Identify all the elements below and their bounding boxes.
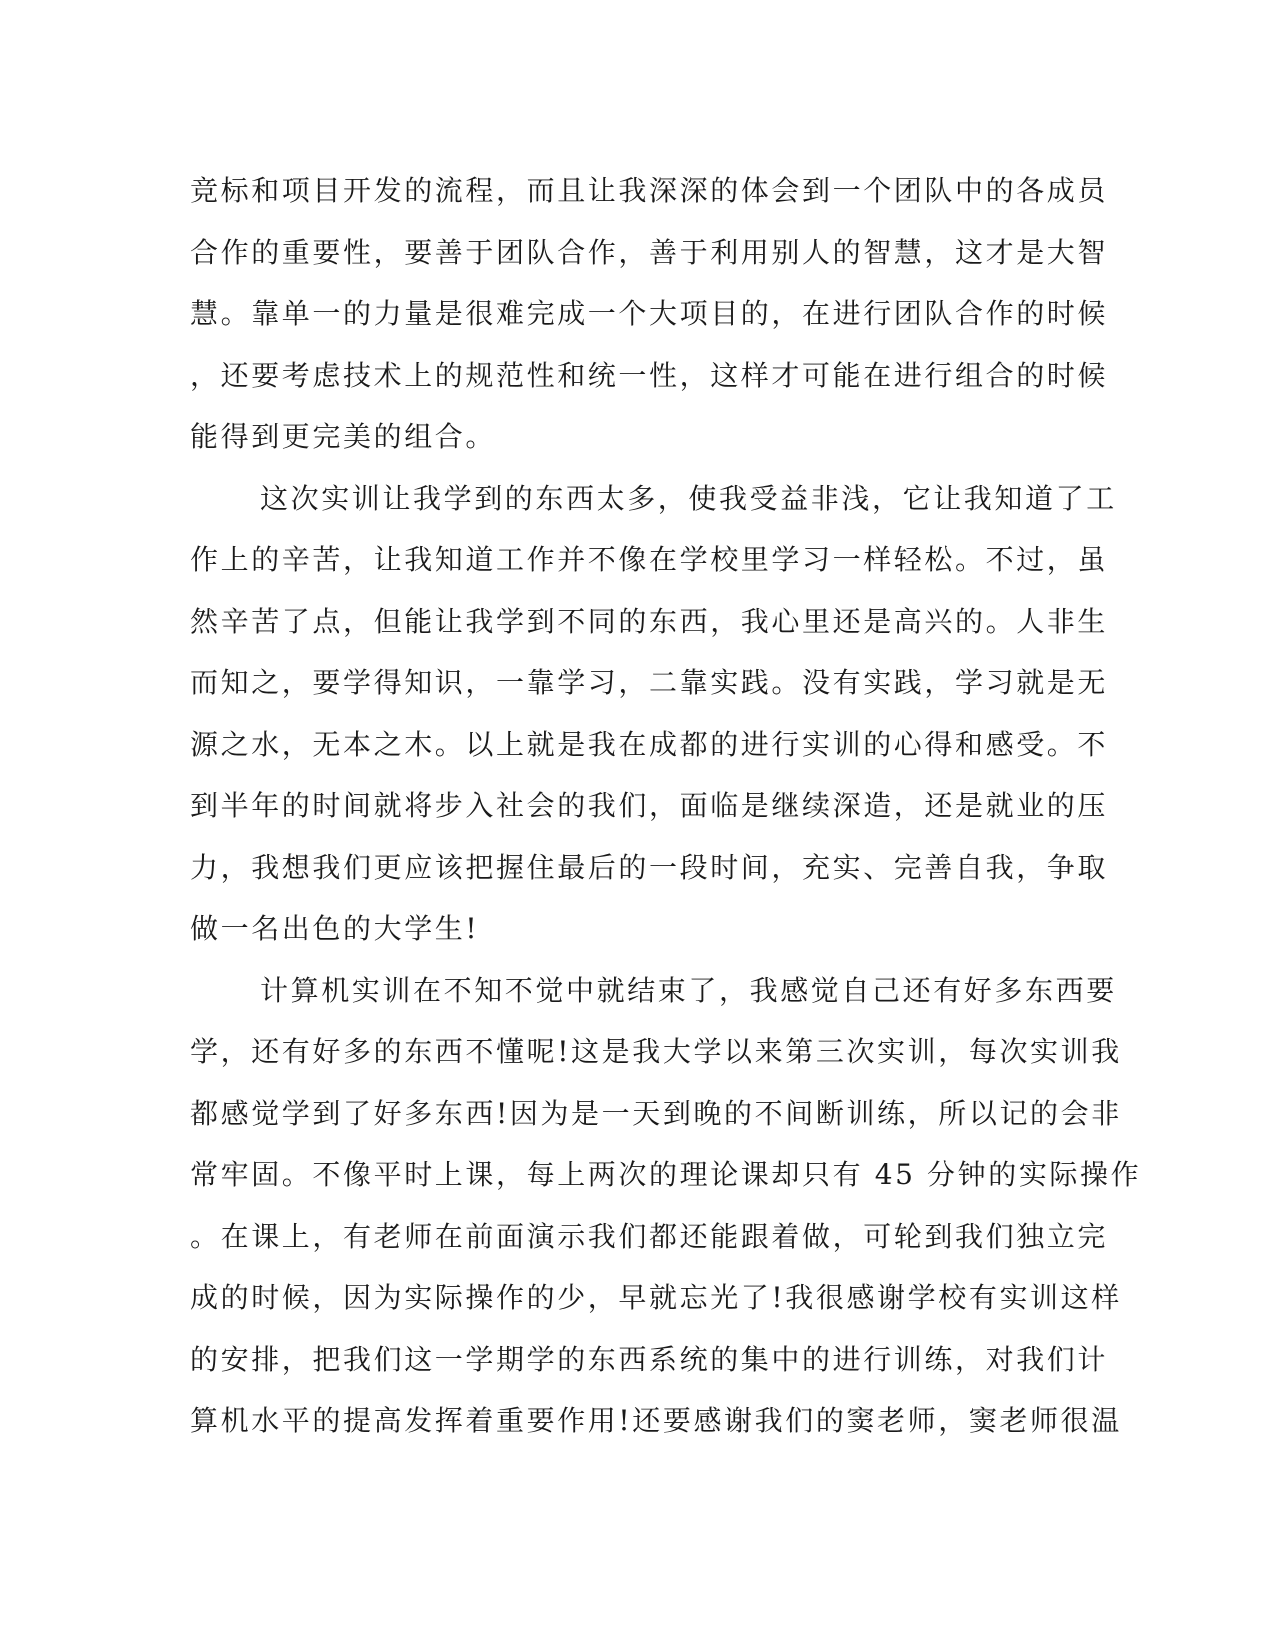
text-line: 竞标和项目开发的流程，而且让我深深的体会到一个团队中的各成员 <box>190 174 1109 207</box>
text-line: 合作的重要性，要善于团队合作，善于利用别人的智慧，这才是大智 <box>190 235 1109 269</box>
text-line: 都感觉学到了好多东西!因为是一天到晚的不间断训练，所以记的会非 <box>190 1096 1122 1130</box>
text-line: 到半年的时间就将步入社会的我们，面临是继续深造，还是就业的压 <box>190 789 1109 822</box>
text-line: 能得到更完美的组合。 <box>190 420 497 453</box>
text-line: 源之水，无本之木。以上就是我在成都的进行实训的心得和感受。不 <box>190 727 1109 761</box>
text-line: 算机水平的提高发挥着重要作用!还要感谢我们的窦老师，窦老师很温 <box>190 1404 1122 1437</box>
body-text <box>190 160 1142 1452</box>
text-line: ，还要考虑技术上的规范性和统一性，这样才可能在进行组合的时候 <box>190 358 1109 392</box>
text-line: 而知之，要学得知识，一靠学习，二靠实践。没有实践，学习就是无 <box>190 666 1109 699</box>
text-line: 做一名出色的大学生! <box>190 912 480 945</box>
text-line: 计算机实训在不知不觉中就结束了，我感觉自己还有好多东西要 <box>260 973 1117 1007</box>
text-line: 。在课上，有老师在前面演示我们都还能跟着做，可轮到我们独立完 <box>190 1219 1109 1253</box>
text-line: 作上的辛苦，让我知道工作并不像在学校里学习一样轻松。不过，虽 <box>190 543 1109 576</box>
text-line: 成的时候，因为实际操作的少，早就忘光了!我很感谢学校有实训这样 <box>190 1281 1122 1314</box>
text-line: 学，还有好多的东西不懂呢!这是我大学以来第三次实训，每次实训我 <box>190 1035 1122 1068</box>
text-line: 力，我想我们更应该把握住最后的一段时间，充实、完善自我，争取 <box>190 850 1109 884</box>
text-line: 慧。靠单一的力量是很难完成一个大项目的，在进行团队合作的时候 <box>190 297 1109 330</box>
text-line: 然辛苦了点，但能让我学到不同的东西，我心里还是高兴的。人非生 <box>190 604 1109 638</box>
text-line: 这次实训让我学到的东西太多，使我受益非浅，它让我知道了工 <box>260 481 1117 515</box>
text-line: 的安排，把我们这一学期学的东西系统的集中的进行训练，对我们计 <box>190 1342 1109 1376</box>
text-line: 常牢固。不像平时上课，每上两次的理论课却只有 45 分钟的实际操作 <box>190 1158 1142 1191</box>
